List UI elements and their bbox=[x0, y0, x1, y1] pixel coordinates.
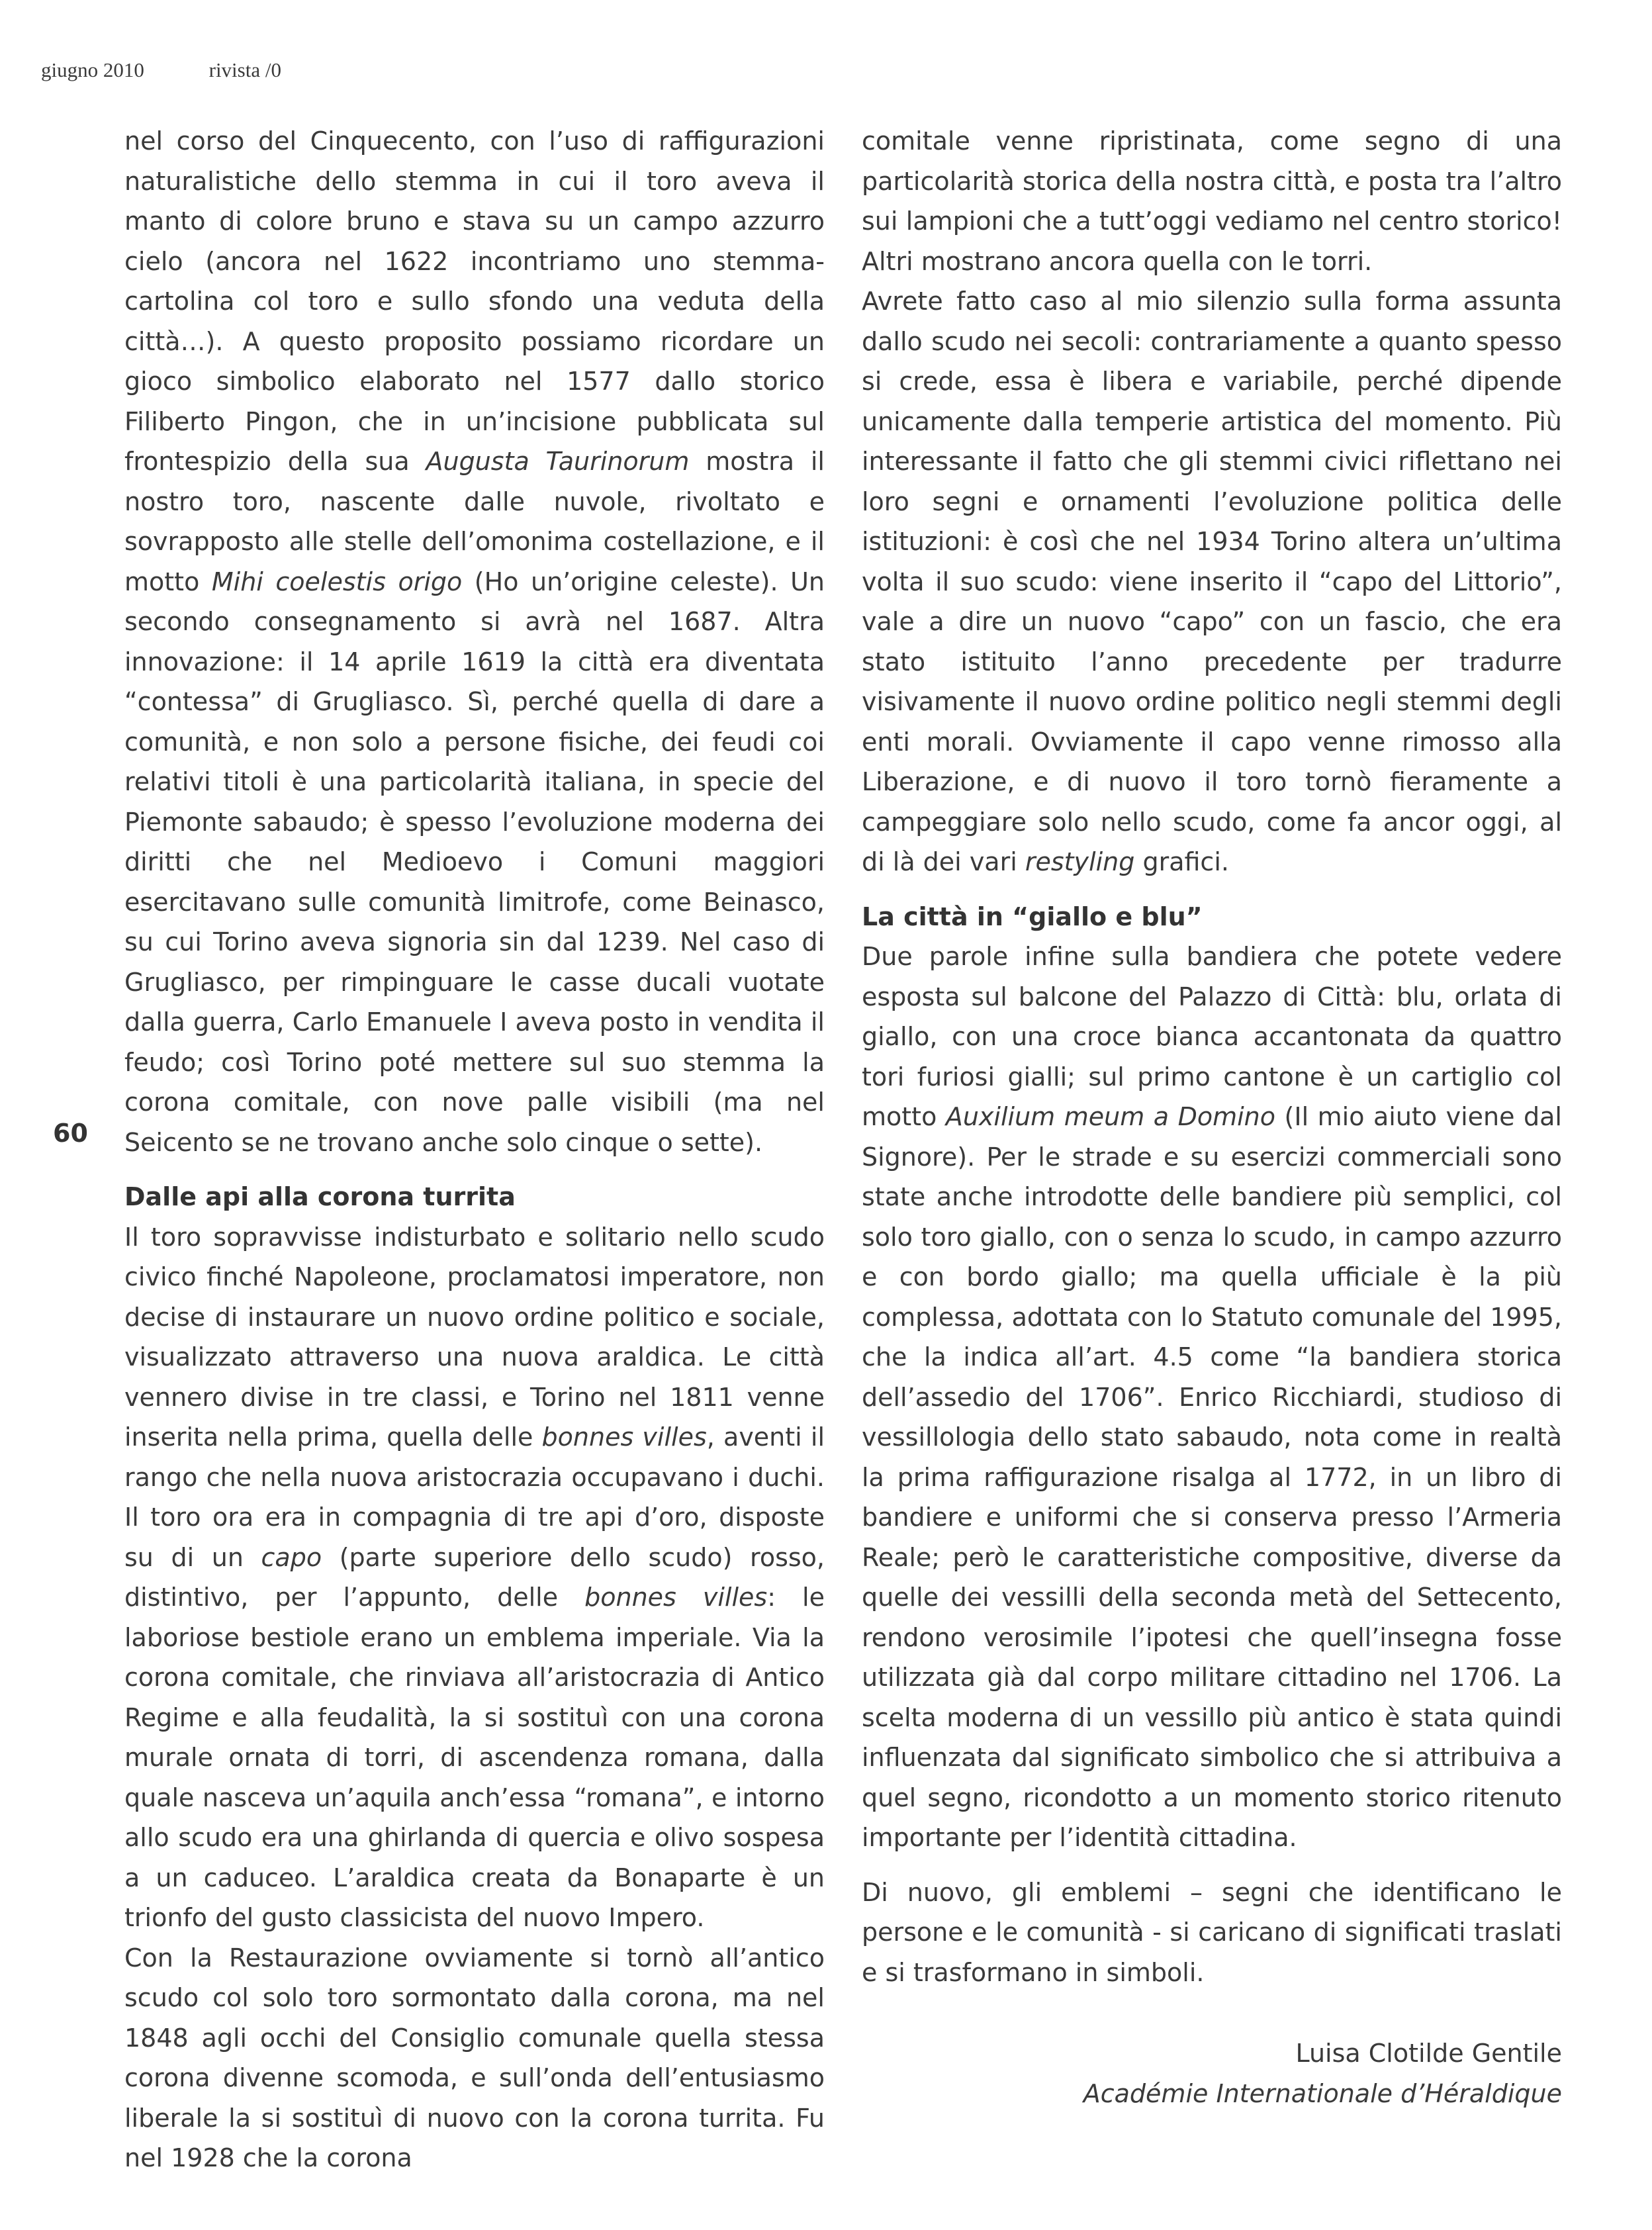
page-number: 60 bbox=[53, 1119, 88, 1148]
italic-term: capo bbox=[261, 1542, 322, 1572]
italic-motto: Auxilium meum a Domino bbox=[945, 1102, 1275, 1131]
header-issue: rivista /0 bbox=[208, 58, 281, 81]
paragraph: Il toro sopravvisse indisturbato e solitario nello scudo civico finché Napoleone, proclamatosi imperatore, non decise di instaurare un nuovo ordine politico e sociale, visualizzato attraverso una nuova araldica. Le città vennero divise in tre classi, e Torino nel 1811 venne inserita nella prima, quella delle bonnes villes, aventi il rango che nella nuova aristocrazia occupavano i duchi. Il toro ora era in compagnia di tre api d’oro, disposte su di un capo (parte superiore dello scudo) rosso, distintivo, per l’appunto, delle bonnes villes: le laboriose bestiole erano un emblema imperiale. Via la corona comitale, che rinviava all’aristocrazia di Antico Regime e alla feudalità, la si sostituì con una corona murale ornata di torri, di ascendenza romana, dalla quale nasceva un’aquila anch’essa “romana”, e intorno allo scudo era una ghirlanda di quercia e olivo sospesa a un caduceo. L’araldica creata da Bonaparte è un trionfo del gusto classicista del nuovo Impero. bbox=[124, 1222, 825, 1932]
signature-block bbox=[862, 2033, 1562, 2114]
paragraph: nel corso del Cinquecento, con l’uso di raffigurazioni naturalistiche dello stemma in cui il toro aveva il manto di colore bruno e stava su un campo azzurro cielo (ancora nel 1622 incontriamo uno stemma-cartolina col toro e sullo sfondo una veduta della città…). A questo proposito possiamo ricordare un gioco simbolico elaborato nel 1577 dallo storico Filiberto Pingon, che in un’incisione pubblicata sul frontespizio della sua Augusta Taurinorum mostra il nostro toro, nascente dalle nuvole, rivoltato e sovrapposto alle stelle dell’omonima costellazione, e il motto Mihi coelestis origo (Ho un’origine celeste). Un secondo consegnamento si avrà nel 1687. Altra innovazione: il 14 aprile 1619 la città era diventata “contessa” di Grugliasco. Sì, perché quella di dare a comunità, e non solo a persone fisiche, dei feudi coi relativi titoli è una particolarità italiana, in specie del Piemonte sabaudo; è spesso l’evoluzione moderna dei diritti che nel Medioevo i Comuni maggiori esercitavano sulle comunità limitrofe, come Beinasco, su cui Torino aveva signoria sin dal 1239. Nel caso di Grugliasco, per rimpinguare le casse ducali vuotate dalla guerra, Carlo Emanuele I aveva posto in vendita il feudo; così Torino poté mettere sul suo stemma la corona comitale, con nove palle visibili (ma nel Seicento se ne trovano anche solo cinque o sette). bbox=[124, 126, 825, 1157]
italic-motto: Mihi coelestis origo bbox=[211, 567, 463, 596]
left-column bbox=[124, 121, 825, 2178]
paragraph: Con la Restaurazione ovviamente si tornò all’antico scudo col solo toro sormontato dalla corona, ma nel 1848 agli occhi del Consiglio comunale quella stessa corona divenne scomoda, e sull’onda dell’entusiasmo liberale la si sostituì di nuovo con la corona turrita. Fu nel 1928 che la corona bbox=[124, 1943, 825, 2172]
paragraph: Di nuovo, gli emblemi – segni che identificano le persone e le comunità - si caricano di significati traslati e si trasformano in simboli. bbox=[862, 1877, 1562, 1987]
italic-term: bonnes villes bbox=[541, 1422, 707, 1452]
page-header bbox=[41, 58, 341, 82]
section-heading: Dalle api alla corona turrita bbox=[124, 1182, 516, 1211]
author-affiliation: Académie Internationale d’Héraldique bbox=[1083, 2078, 1562, 2108]
italic-term: bonnes villes bbox=[584, 1583, 768, 1612]
section-heading: La città in “giallo e blu” bbox=[862, 902, 1203, 931]
right-column bbox=[862, 121, 1562, 2114]
paragraph: comitale venne ripristinata, come segno di una particolarità storica della nostra città, e posta tra l’altro sui lampioni che a tutt’oggi vediamo nel centro storico! Altri mostrano ancora quella con le torri. bbox=[862, 126, 1562, 276]
italic-title: Augusta Taurinorum bbox=[426, 447, 690, 476]
italic-term: restyling bbox=[1025, 847, 1135, 876]
author-name: Luisa Clotilde Gentile bbox=[1295, 2039, 1562, 2068]
paragraph: Due parole infine sulla bandiera che potete vedere esposta sul balcone del Palazzo di Città: blu, orlata di giallo, con una croce bianca accantonata da quattro tori furiosi gialli; sul primo cantone è un cartiglio col motto Auxilium meum a Domino (Il mio aiuto viene dal Signore). Per le strade e su esercizi commerciali sono state anche introdotte delle bandiere più semplici, col solo toro giallo, con o senza lo scudo, in campo azzurro e con bordo giallo; ma quella ufficiale è la più complessa, adottata con lo Statuto comunale del 1995, che la indica all’art. 4.5 come “la bandiera storica dell’assedio del 1706”. Enrico Ricchiardi, studioso di vessillologia dello stato sabaudo, nota come in realtà la prima raffigurazione risalga al 1772, in un libro di bandiere e uniformi che si conserva presso l’Armeria Reale; però le caratteristiche compositive, diverse da quelle dei vessilli della seconda metà del Settecento, rendono verosimile l’ipotesi che quell’insegna fosse utilizzata già dal corpo militare cittadino nel 1706. La scelta moderna di un vessillo più antico è stata quindi influenzata dal significato simbolico che si attribuiva a quel segno, ricondotto a un momento storico ritenuto importante per l’identità cittadina. bbox=[862, 942, 1562, 1852]
paragraph: Avrete fatto caso al mio silenzio sulla forma assunta dallo scudo nei secoli: contrariamente a quanto spesso si crede, essa è libera e variabile, perché dipende unicamente dalla temperie artistica del momento. Più interessante il fatto che gli stemmi civici riflettano nei loro segni e ornamenti l’evoluzione politica delle istituzioni: è così che nel 1934 Torino altera un’ultima volta il suo scudo: viene inserito il “capo del Littorio”, vale a dire un nuovo “capo” con un fascio, che era stato istituito l’anno precedente per tradurre visivamente il nuovo ordine politico negli stemmi degli enti morali. Ovviamente il capo venne rimosso alla Liberazione, e di nuovo il toro tornò fieramente a campeggiare solo nello scudo, come fa ancor oggi, al di là dei vari restyling grafici. bbox=[862, 287, 1562, 876]
header-date: giugno 2010 bbox=[41, 58, 144, 81]
